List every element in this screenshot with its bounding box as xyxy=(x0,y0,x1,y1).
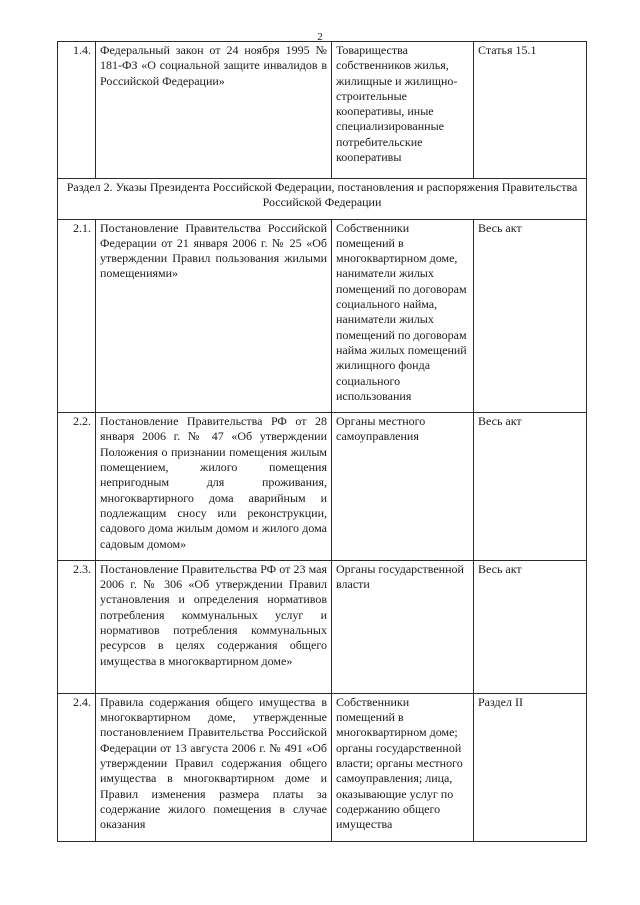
document-title: Правила содержания общего имущества в многоквартирном доме, утвержденные постановлением Правительства Российской Федерации от 13 августа 2006 г. № 491 «Об утверждении Правил содержания общего имущества в многоквартирном доме и Правил изменения размера платы за содержание жилого помещения в случае оказания xyxy=(96,693,332,841)
applicable-scope: Статья 15.1 xyxy=(474,42,587,179)
row-number: 2.4. xyxy=(58,693,96,841)
page-number: 2 xyxy=(317,31,323,43)
regulated-subjects: Собственники помещений в многоквартирном доме; органы государственной власти; органы местного самоуправления; лица, оказывающие услуг по содержанию общего имущества xyxy=(332,693,474,841)
document-title: Постановление Правительства РФ от 23 мая 2006 г. № 306 «Об утверждении Правил установления и определения нормативов потребления коммунальных услуг и нормативов потребления коммунальных ресурсов в целях содержания общего имущества в многоквартирном доме» xyxy=(96,560,332,693)
document-title: Федеральный закон от 24 ноября 1995 № 181-ФЗ «О социальной защите инвалидов в Российской Федерации» xyxy=(96,42,332,179)
legal-acts-table xyxy=(57,41,587,842)
applicable-scope: Весь акт xyxy=(474,413,587,561)
document-title: Постановление Правительства Российской Федерации от 21 января 2006 г. № 25 «Об утверждении Правил пользования жилыми помещениями» xyxy=(96,219,332,413)
regulated-subjects: Собственники помещений в многоквартирном доме, наниматели жилых помещений по договорам социального найма, наниматели жилых помещений по договорам найма жилых помещений жилищного фонда социального использования xyxy=(332,219,474,413)
table-row xyxy=(58,219,587,413)
table-row xyxy=(58,693,587,841)
table-row xyxy=(58,42,587,179)
regulated-subjects: Органы местного самоуправления xyxy=(332,413,474,561)
table-row xyxy=(58,413,587,561)
row-number: 2.1. xyxy=(58,219,96,413)
regulated-subjects: Товарищества собственников жилья, жилищные и жилищно-строительные кооперативы, иные специализированные потребительские кооперативы xyxy=(332,42,474,179)
applicable-scope: Раздел II xyxy=(474,693,587,841)
section-header-row xyxy=(58,179,587,220)
table-row xyxy=(58,560,587,693)
document-title: Постановление Правительства РФ от 28 января 2006 г. № 47 «Об утверждении Положения о признании помещения жилым помещением, жилого помещения непригодным для проживания, многоквартирного дома аварийным и подлежащим сносу или реконструкции, садового дома жилым домом и жилого дома садовым домом» xyxy=(96,413,332,561)
row-number: 2.3. xyxy=(58,560,96,693)
applicable-scope: Весь акт xyxy=(474,219,587,413)
applicable-scope: Весь акт xyxy=(474,560,587,693)
row-number: 2.2. xyxy=(58,413,96,561)
section-title: Раздел 2. Указы Президента Российской Федерации, постановления и распоряжения Правительства Российской Федерации xyxy=(58,179,587,220)
row-number: 1.4. xyxy=(58,42,96,179)
regulated-subjects: Органы государственной власти xyxy=(332,560,474,693)
